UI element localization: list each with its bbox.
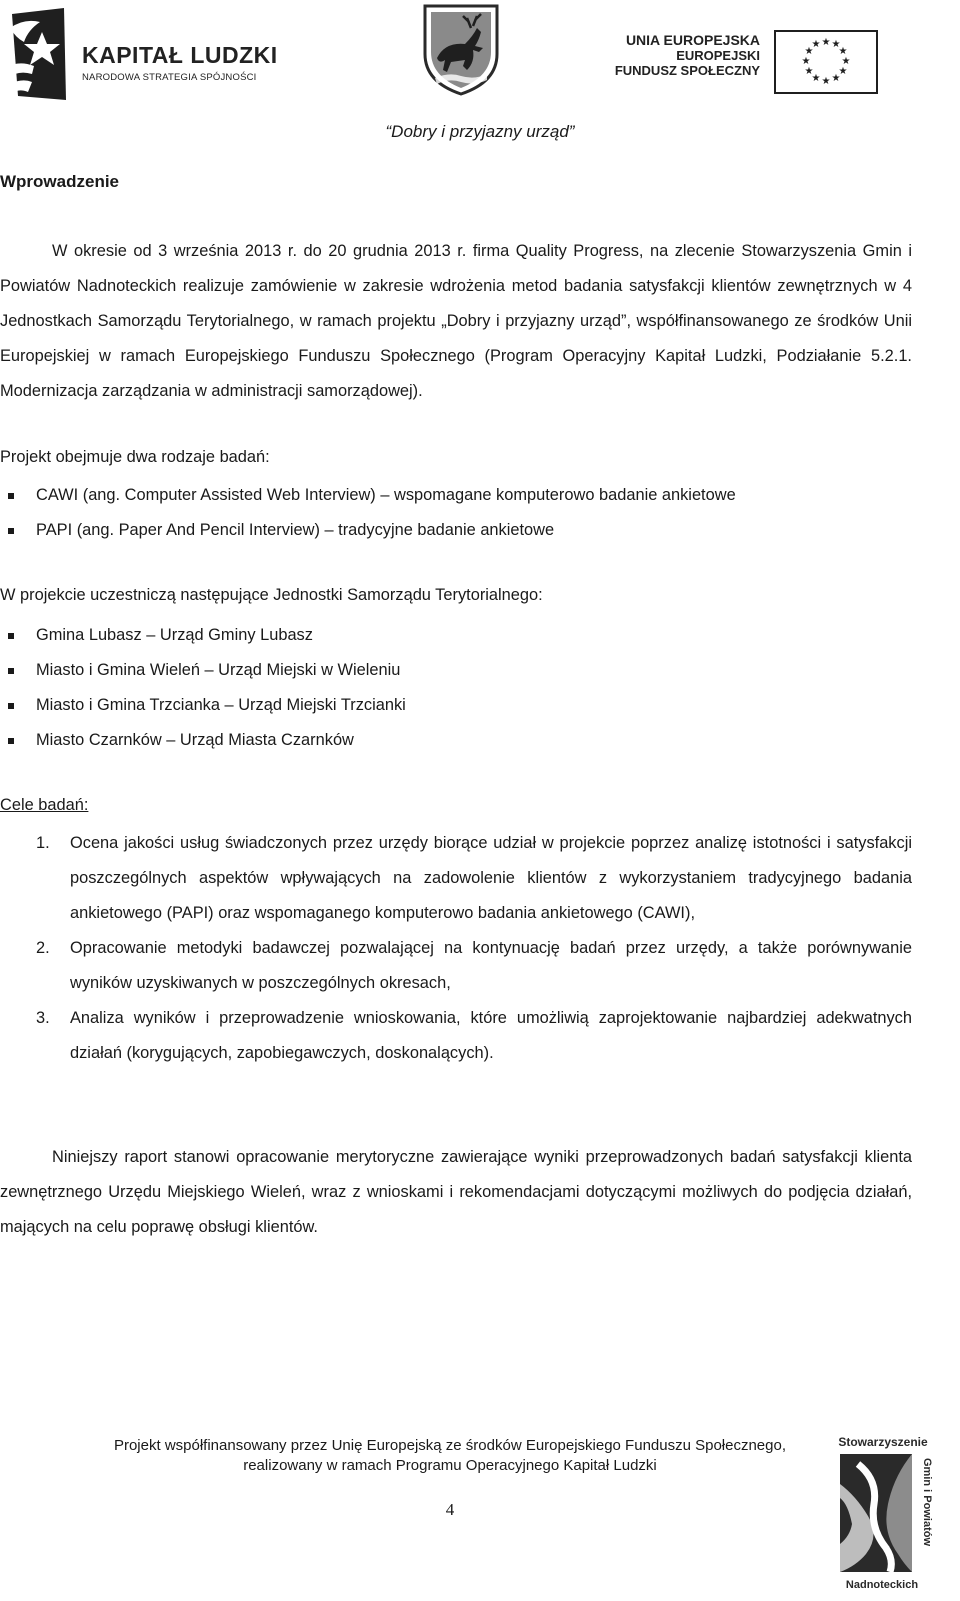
list-item — [0, 513, 736, 548]
kapital-ludzki-logo — [4, 8, 278, 102]
footer-line-1: Projekt współfinansowany przez Unię Europejską ze środków Europejskiego Funduszu Społecznego, — [113, 1437, 787, 1454]
stowarzyszenie-logo — [838, 1424, 933, 1596]
footer-text — [0, 1436, 900, 1476]
list-item — [0, 723, 406, 758]
goals-label: Cele badań: — [0, 796, 89, 814]
svg-text:★: ★ — [831, 73, 841, 84]
bullet-square-icon — [8, 493, 14, 499]
goal-text: Ocena jakości usług świadczonych przez urzędy biorące udział w projekcie poprzez analizę istotności i satysfakcji poszczególnych aspektów wpływających na zadowolenie klientów z wykorzystaniem tradycyjnego badania ankietowego (PAPI) oraz wspomaganego komputerowo badania ankietowego (CAWI), — [70, 834, 912, 922]
list-item — [0, 478, 736, 513]
svg-text:★: ★ — [804, 66, 814, 77]
unit-text: Gmina Lubasz – Urząd Gminy Lubasz — [36, 626, 313, 644]
eu-stars-flag-icon — [774, 30, 878, 94]
svg-text:★: ★ — [801, 56, 811, 67]
svg-text:★: ★ — [821, 37, 831, 48]
eu-line-1: UNIA EUROPEJSKA — [625, 32, 760, 48]
eu-logo-text — [615, 32, 760, 78]
survey-types-label: Projekt obejmuje dwa rodzaje badań: — [0, 448, 270, 466]
svg-text:★: ★ — [811, 73, 821, 84]
eu-logo — [614, 30, 878, 94]
svg-text:★: ★ — [811, 39, 821, 50]
svg-text:★: ★ — [804, 46, 814, 57]
svg-text:★: ★ — [831, 39, 841, 50]
bullet-square-icon — [8, 668, 14, 674]
goal-text: Analiza wyników i przeprowadzenie wnioskowania, które umożliwią zaprojektowanie najbardziej adekwatnych działań (korygujących, zapobiegawczych, doskonalących). — [70, 1009, 912, 1062]
list-item — [0, 931, 912, 1001]
footer-line-2: realizowany w ramach Programu Operacyjnego Kapitał Ludzki — [243, 1457, 657, 1474]
kapital-ludzki-title: KAPITAŁ LUDZKI — [82, 42, 278, 68]
goal-text: Opracowanie metodyki badawczej pozwalającej na kontynuację badań przez urzędy, a także porównywanie wyników uzyskiwanych w poszczególnych okresach, — [70, 939, 912, 992]
svg-text:★: ★ — [841, 56, 851, 67]
stag-crest-icon — [421, 2, 501, 96]
survey-types-list — [0, 478, 736, 548]
svg-text:★: ★ — [838, 66, 848, 77]
bullet-square-icon — [8, 703, 14, 709]
svg-text:★: ★ — [821, 76, 831, 87]
stow-logo-line-2: Gmin i Powiatów — [921, 1458, 933, 1547]
svg-text:★: ★ — [838, 46, 848, 57]
bullet-square-icon — [8, 528, 14, 534]
project-tagline: “Dobry i przyjazny urząd” — [385, 122, 575, 141]
list-item — [0, 826, 912, 931]
list-item — [0, 688, 406, 723]
survey-type-text: PAPI (ang. Paper And Pencil Interview) – tradycyjne badanie ankietowe — [36, 521, 555, 539]
bullet-square-icon — [8, 738, 14, 744]
unit-text: Miasto Czarnków – Urząd Miasta Czarnków — [36, 731, 354, 749]
eu-line-2: EUROPEJSKI — [676, 48, 760, 63]
list-item — [0, 653, 406, 688]
goal-number: 2. — [36, 939, 50, 957]
units-label: W projekcie uczestniczą następujące Jednostki Samorządu Terytorialnego: — [0, 586, 543, 604]
kapital-ludzki-star-icon — [4, 8, 70, 102]
final-paragraph: Niniejszy raport stanowi opracowanie merytoryczne zawierające wyniki przeprowadzonych badań satysfakcji klienta zewnętrznego Urzędu Miejskiego Wieleń, wraz z wnioskami i rekomendacjami dotyczącymi możliwych do podjęcia działań, mających na celu poprawę obsługi klientów. — [0, 1148, 912, 1236]
unit-text: Miasto i Gmina Wieleń – Urząd Miejski w Wieleniu — [36, 661, 401, 679]
list-item — [0, 618, 406, 653]
stow-logo-line-3: Nadnoteckich — [845, 1579, 919, 1591]
goal-number: 1. — [36, 834, 50, 852]
page-number: 4 — [445, 1500, 455, 1519]
kapital-ludzki-subtitle: NARODOWA STRATEGIA SPÓJNOŚCI — [82, 72, 257, 83]
survey-type-text: CAWI (ang. Computer Assisted Web Interview) – wspomagane komputerowo badanie ankietowe — [36, 486, 736, 504]
stowarzyszenie-river-logo-icon — [838, 1424, 933, 1596]
list-item — [0, 1001, 912, 1071]
eu-line-3: FUNDUSZ SPOŁECZNY — [614, 63, 760, 78]
unit-text: Miasto i Gmina Trzcianka – Urząd Miejski Trzcianki — [36, 696, 406, 714]
stow-logo-line-1: Stowarzyszenie — [838, 1435, 928, 1449]
bullet-square-icon — [8, 633, 14, 639]
section-heading: Wprowadzenie — [0, 172, 120, 191]
units-list — [0, 618, 406, 758]
goals-list — [0, 826, 912, 1071]
intro-paragraph: W okresie od 3 września 2013 r. do 20 grudnia 2013 r. firma Quality Progress, na zlecenie Stowarzyszenia Gmin i Powiatów Nadnoteckich realizuje zamówienie w zakresie wdrożenia metod badania satysfakcji klientów zewnętrznych w 4 Jednostkach Samorządu Terytorialnego, w ramach projektu „Dobry i przyjazny urząd”, współfinansowanego ze środków Unii Europejskiej w ramach Europejskiego Funduszu Społecznego (Program Operacyjny Kapitał Ludzki, Podziałanie 5.2.1. Modernizacja zarządzania w administracji samorządowej). — [0, 242, 912, 400]
goal-number: 3. — [36, 1009, 50, 1027]
